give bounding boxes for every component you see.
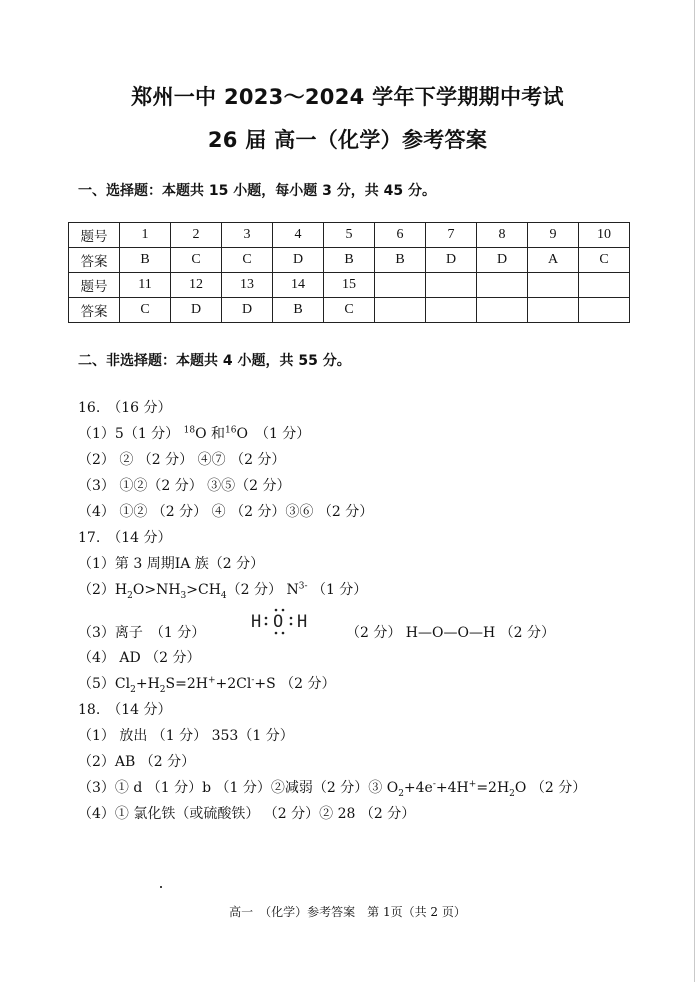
electron-dot: [275, 632, 278, 635]
empty-cell: [528, 273, 579, 298]
formula-text: （1 分）: [307, 582, 368, 598]
q18-part3: [78, 777, 586, 799]
q17-part1: （1）第 3 周期ⅠA 族（2 分）: [78, 556, 265, 572]
answer-cell: C: [171, 248, 222, 273]
question-number: 12: [171, 273, 222, 298]
empty-cell: [426, 298, 477, 323]
answer-cell: D: [426, 248, 477, 273]
section-multiple-choice-heading: 一、选择题：本题共 15 小题，每小题 3 分，共 45 分。: [78, 183, 436, 199]
page-footer: 高一 （化学）参考答案 第 1页（共 2 页）: [229, 905, 466, 919]
table-row: [69, 273, 630, 298]
formula-text: O （2 分）: [514, 780, 587, 796]
empty-cell: [579, 298, 630, 323]
table-row-label: 答案: [69, 248, 120, 273]
scan-speck: [160, 886, 162, 888]
water-electron-dot-formula: [249, 607, 315, 635]
table-row-label: 答案: [69, 298, 120, 323]
q17-part4: （4） AD （2 分）: [78, 650, 201, 666]
mass-number-16: 16: [225, 425, 237, 436]
q16-part1-text: O 和: [195, 426, 226, 442]
q17-part5: [78, 673, 336, 695]
formula-text: +2Cl: [215, 676, 252, 692]
subscript: 3: [180, 590, 187, 601]
subscript: 2: [130, 684, 136, 695]
dot-formula-h-right: H: [297, 612, 308, 632]
electron-dot: [282, 609, 285, 612]
q16-heading: 16. （16 分）: [78, 400, 172, 416]
answer-cell: B: [324, 248, 375, 273]
question-number: 5: [324, 223, 375, 248]
electron-dot: [290, 617, 293, 620]
answer-cell: D: [171, 298, 222, 323]
answer-cell: B: [375, 248, 426, 273]
formula-text: +S （2 分）: [254, 676, 336, 692]
question-number: 3: [222, 223, 273, 248]
q16-part3: （3） ①②（2 分） ③⑤（2 分）: [78, 478, 291, 494]
q17-part3-label: （3）离子 （1 分）: [78, 625, 206, 641]
electron-dot: [275, 609, 278, 612]
superscript: -: [251, 675, 255, 686]
subscript: 2: [159, 684, 166, 695]
subscript: 2: [398, 788, 404, 799]
table-row: [69, 298, 630, 323]
question-number: 11: [120, 273, 171, 298]
empty-cell: [426, 273, 477, 298]
answer-cell: D: [477, 248, 528, 273]
superscript: -: [432, 779, 436, 790]
formula-text: （2）H: [78, 582, 128, 598]
mass-number-18: 18: [183, 425, 196, 436]
answer-cell: B: [120, 248, 171, 273]
section-non-choice-heading: 二、非选择题：本题共 4 小题，共 55 分。: [78, 353, 351, 369]
subscript: 2: [127, 590, 133, 601]
question-number: 6: [375, 223, 426, 248]
formula-text: +H: [135, 676, 160, 692]
q18-heading: 18. （14 分）: [78, 702, 172, 718]
q16-part1: [78, 423, 310, 443]
empty-cell: [375, 298, 426, 323]
question-number: 8: [477, 223, 528, 248]
empty-cell: [528, 298, 579, 323]
formula-text: （5）Cl: [78, 676, 131, 692]
q16-part1-text: （1）5（1 分）: [78, 426, 180, 442]
dot-formula-o: O: [273, 612, 284, 632]
electron-dot: [290, 623, 293, 626]
answer-cell: D: [273, 248, 324, 273]
dot-formula-h-left: H: [251, 612, 262, 632]
question-number: 4: [273, 223, 324, 248]
q17-part3-rest: （2 分） H—O—O—H （2 分）: [346, 625, 555, 641]
subscript: 2: [509, 788, 515, 799]
q17-part2: [78, 579, 367, 601]
empty-cell: [477, 273, 528, 298]
answer-cell: C: [324, 298, 375, 323]
formula-text: O>NH: [132, 582, 181, 598]
answer-cell: B: [273, 298, 324, 323]
formula-text: S=2H: [165, 676, 208, 692]
answer-cell: C: [120, 298, 171, 323]
question-number: 13: [222, 273, 273, 298]
document-subtitle: 26 届 高一（化学）参考答案: [207, 128, 488, 152]
formula-text: +4e: [403, 780, 433, 796]
superscript: 3-: [298, 581, 308, 592]
question-number: 7: [426, 223, 477, 248]
electron-dot: [282, 632, 285, 635]
table-row: [69, 223, 630, 248]
empty-cell: [579, 273, 630, 298]
electron-dot: [265, 617, 268, 620]
question-number: 14: [273, 273, 324, 298]
table-row-label: 题号: [69, 223, 120, 248]
formula-text: =2H: [476, 780, 510, 796]
question-number: 1: [120, 223, 171, 248]
table-row: [69, 248, 630, 273]
formula-text: （3）① d （1 分）b （1 分）②减弱（2 分）③ O: [78, 780, 399, 796]
answer-cell: C: [222, 248, 273, 273]
question-number: 10: [579, 223, 630, 248]
answer-cell: D: [222, 298, 273, 323]
formula-text: >CH: [186, 582, 221, 598]
superscript: +: [468, 779, 477, 790]
q18-part1: （1） 放出 （1 分） 353（1 分）: [78, 728, 294, 744]
q16-part1-text: O （1 分）: [236, 426, 311, 442]
formula-text: +4H: [435, 780, 469, 796]
question-number: 15: [324, 273, 375, 298]
subscript: 4: [220, 590, 227, 601]
table-row-label: 题号: [69, 273, 120, 298]
empty-cell: [477, 298, 528, 323]
formula-text: （2 分） N: [226, 582, 299, 598]
q16-part2: （2） ② （2 分） ④⑦ （2 分）: [78, 452, 286, 468]
electron-dot: [265, 623, 268, 626]
q16-part4: （4） ①② （2 分） ④ （2 分）③⑥ （2 分）: [78, 504, 374, 520]
q18-part4: （4）① 氯化铁（或硫酸铁） （2 分）② 28 （2 分）: [78, 806, 416, 822]
answer-cell: A: [528, 248, 579, 273]
answer-cell: C: [579, 248, 630, 273]
q17-heading: 17. （14 分）: [78, 530, 172, 546]
q18-part2: （2）AB （2 分）: [78, 754, 196, 770]
superscript: +: [207, 675, 216, 686]
question-number: 9: [528, 223, 579, 248]
answer-table: [68, 222, 630, 323]
document-title: 郑州一中 2023～2024 学年下学期期中考试: [131, 85, 564, 109]
empty-cell: [375, 273, 426, 298]
question-number: 2: [171, 223, 222, 248]
